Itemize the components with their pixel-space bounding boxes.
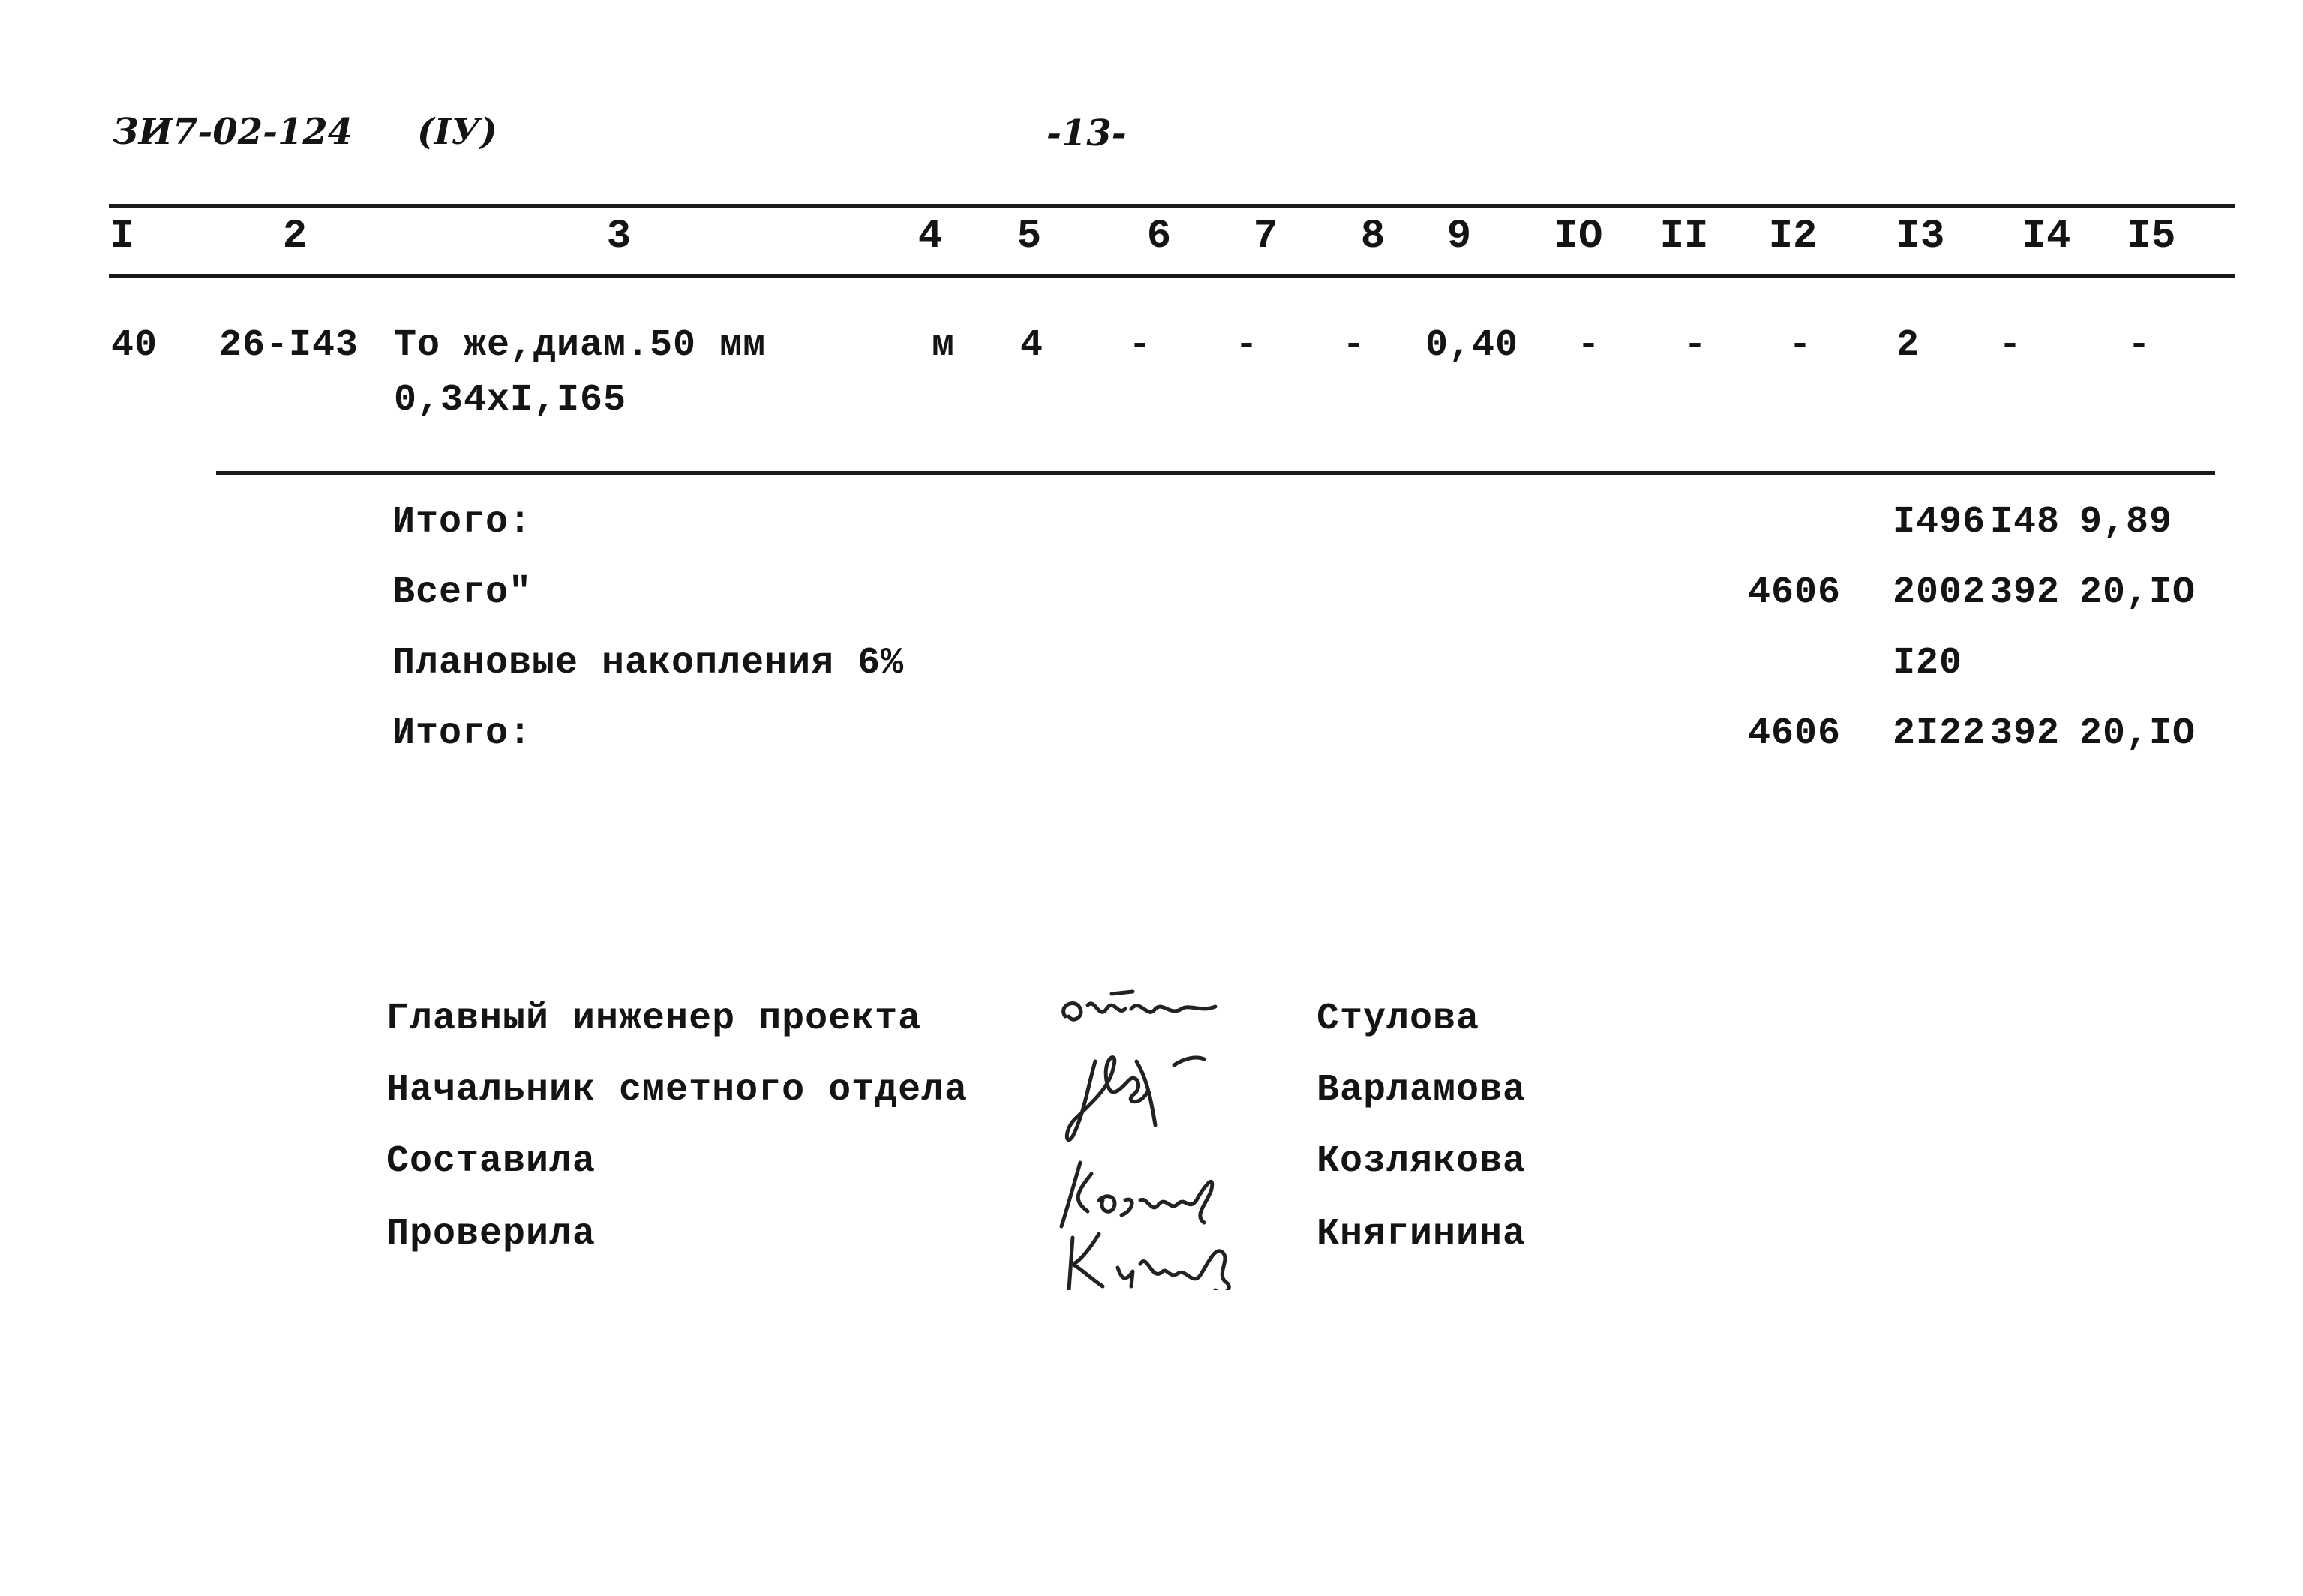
total-label: Всего": [392, 572, 533, 614]
signatory-name: Варламова: [1317, 1069, 1527, 1112]
signatory-role: Начальник сметного отдела: [386, 1069, 968, 1112]
column-header: I4: [2022, 214, 2071, 260]
column-header: 9: [1446, 214, 1472, 260]
document-code: ЗИ7-02-124: [113, 111, 353, 153]
row-cell-11: -: [1683, 324, 1707, 367]
column-header: 6: [1146, 214, 1172, 260]
row-quantity: 4: [1020, 324, 1044, 367]
page-number: -13-: [1046, 112, 1127, 154]
total-cell-14: 392: [1990, 712, 2061, 755]
column-header: 2: [282, 214, 308, 260]
total-cell-13: 2I22: [1893, 712, 1986, 755]
handwritten-signatures: [1043, 975, 1268, 1290]
total-label: Итого:: [392, 501, 533, 544]
column-header: I: [110, 214, 135, 260]
total-cell-14: 392: [1990, 572, 2061, 614]
total-cell-15: 20,IO: [2079, 712, 2196, 755]
signature-knyaginina: [1069, 1234, 1229, 1290]
total-cell-15: 9,89: [2079, 501, 2173, 544]
signatory-name: Козлякова: [1317, 1140, 1527, 1183]
table-top-rule: [109, 204, 2235, 208]
row-cell-10: -: [1577, 324, 1601, 367]
signatory-role: Составила: [386, 1140, 596, 1183]
total-cell-15: 20,IO: [2079, 572, 2196, 614]
row-cell-12: -: [1788, 324, 1812, 367]
total-cell-13: 2002: [1893, 572, 1986, 614]
row-number: 40: [111, 324, 158, 367]
row-cell-9: 0,40: [1425, 324, 1519, 367]
column-header: 5: [1016, 214, 1042, 260]
row-name-formula: 0,34xI,I65: [394, 379, 627, 422]
column-header: I3: [1896, 214, 1945, 260]
row-cell-7: -: [1235, 324, 1259, 367]
signature-kozlyakova: [1061, 1162, 1212, 1226]
signatory-name: Стулова: [1317, 998, 1480, 1040]
row-code: 26-I43: [219, 324, 359, 367]
row-unit: м: [932, 324, 956, 367]
row-cell-15: -: [2127, 324, 2151, 367]
total-cell-13: I20: [1893, 642, 1963, 685]
total-cell-12: 4606: [1748, 712, 1842, 755]
signatory-role: Проверила: [386, 1213, 596, 1256]
total-cell-13: I496: [1893, 501, 1986, 544]
column-header: IO: [1554, 214, 1603, 260]
signature-stulova: [1064, 992, 1215, 1019]
table-header-rule: [109, 274, 2235, 278]
total-label: Плановые накопления 6%: [392, 642, 905, 685]
row-cell-13: 2: [1896, 324, 1920, 367]
signatory-name: Княгинина: [1317, 1213, 1527, 1256]
column-header: I5: [2127, 214, 2176, 260]
document-code-suffix: (IУ): [417, 111, 497, 153]
row-cell-6: -: [1128, 324, 1152, 367]
signature-varlamova: [1067, 1058, 1204, 1140]
column-header: 3: [606, 214, 632, 260]
column-header: I2: [1768, 214, 1818, 260]
row-cell-8: -: [1342, 324, 1366, 367]
row-name: То же,диам.50 мм: [394, 324, 767, 367]
total-label: Итого:: [392, 712, 533, 755]
row-cell-14: -: [1998, 324, 2022, 367]
column-header: 7: [1253, 214, 1278, 260]
total-cell-12: 4606: [1748, 572, 1842, 614]
totals-rule: [216, 471, 2215, 476]
total-cell-14: I48: [1990, 501, 2061, 544]
column-header: 4: [917, 214, 943, 260]
signatory-role: Главный инженер проекта: [386, 998, 922, 1040]
column-header: II: [1659, 214, 1709, 260]
column-header: 8: [1360, 214, 1386, 260]
